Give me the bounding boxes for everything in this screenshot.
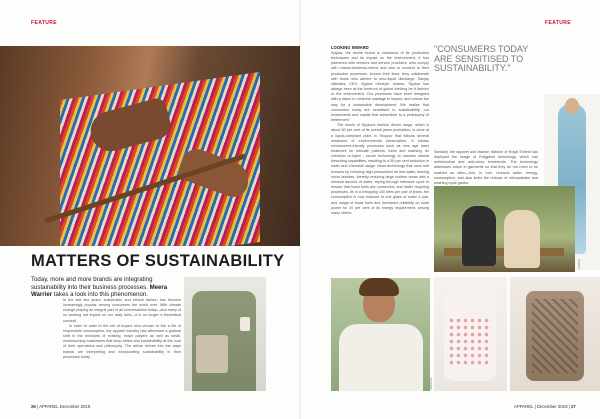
issue-date: December 2019 xyxy=(536,404,568,409)
man-white-shirt-photo xyxy=(331,278,430,391)
pull-quote: "CONSUMERS TODAY ARE SENSITISED TO SUSTAINABILITY." xyxy=(434,44,529,74)
folio-separator: | xyxy=(568,404,570,409)
folio-left xyxy=(31,404,90,409)
subhead: LOOKING INWARD xyxy=(331,45,369,50)
photo-credit: LENZING xyxy=(578,259,581,270)
paragraph: Spykar, the denim brand is conscious of its production techniques and its impact on the environment. It has partnered with vendors and service providers, who comply with mature-business-norms and who is connect to their production processes. Across their lines, they collaborate with those who adhere to zero-liquid discharge. Sanjay Vakharia, CEO, Spykar Lifestyle, shares, 'Spykar has always been at the forefront of global thinking be it fashion or the environment. Our processes have been designed with a vision to minimise wastage to impact, and reduce the way for a sustainable development. We realise that consumers today are sensitised to sustainability, our investments and capital that subscribes to a philosophy of betterment.' xyxy=(331,51,429,123)
standfirst xyxy=(31,276,181,299)
section-tag-left: FEATURE xyxy=(31,20,58,26)
printed-jacket-photo xyxy=(510,277,600,391)
folio-right xyxy=(514,404,576,409)
headline: MATTERS OF SUSTAINABILITY xyxy=(31,252,285,270)
page-number: 26 xyxy=(31,404,36,409)
body-column-2 xyxy=(331,51,429,216)
paragraph: Similarly, the apparel and fashion division of Royal Enfield has deployed the usage of Polygiene technology, which has antimicrobial and anti-odour treatments. The technology addresses odour in garments so that they do not need to be washed as often—this, in turn, reduces water, energy, consumption, and also limits the release of microplastics and washing cycle gases. xyxy=(434,150,538,185)
page-number: 27 xyxy=(571,404,576,409)
body-column-1 xyxy=(63,298,181,360)
folio-separator: | xyxy=(36,404,39,409)
couple-outdoor-photo xyxy=(434,186,575,272)
printed-blouse-photo xyxy=(434,277,507,391)
weaving-hands-photo xyxy=(0,46,300,246)
paragraph: The whole of Spykar's fashion denim range, which is about 60 per cent of its overall jeans production, is done at a liquid-compliant plant in Tiruppur that follows several measures of environmental preservation. It follows environment-friendly processes such as new age laser treatment for intricate patterns, trees and washing. Its chemical re-inject - ozone technology to harness natural bleaching capabilities, resulting to a 50 per cent reduction in water and chemical usage; clean technology that uses real humans by reducing high-pressurised air into water, leaving micro bubbles, thereby reducing large surface areas with a minimal amount of water; drying through intensive cycle to ensure that fossil fuels are conserved; and water recycling processes. Its in a whopping 100 litres per pair of jeans, the consumption is now reduced to one glass of water a pair, and usage of fossil fuels and increased reliability on solar power for 20 per cent of its energy requirement, among many others. xyxy=(331,123,429,215)
paragraph: In the last few years, sustainable and ethical fashion has become increasingly popular among consumers the world over. With climate change playing an integral part of all conversations today—and many of us seeking out impact on our daily lives—it is no longer a theoretical concept. xyxy=(63,298,181,323)
issue-date: December 2019 xyxy=(59,404,91,409)
standfirst-text: Today, more and more brands are integrating sustainability into their business processes. xyxy=(31,276,153,291)
green-vest-model-photo xyxy=(184,277,266,391)
photo-credit: RAWPIXEL xyxy=(430,377,433,390)
byline: Meera Warrier xyxy=(31,283,168,299)
section-tag-right: FEATURE xyxy=(545,20,572,26)
standfirst-tail: takes a look into this phenomenon. xyxy=(53,291,149,299)
folio-separator: | xyxy=(534,404,536,409)
paragraph: In order to cater to the set of buyers who choose to live a life of responsible consumption, the apparel industry has witnessed a gradual shift in the mindsets of existing, major players as well as small, mushrooming businesses that keep ethics and sustainability at the core of their operations and philosophy. The article delves into the ways brands are interpreting and incorporating sustainability in their processes today. xyxy=(63,323,181,359)
publication-name: APPAREL xyxy=(514,404,534,409)
publication-name: APPAREL xyxy=(39,404,59,409)
